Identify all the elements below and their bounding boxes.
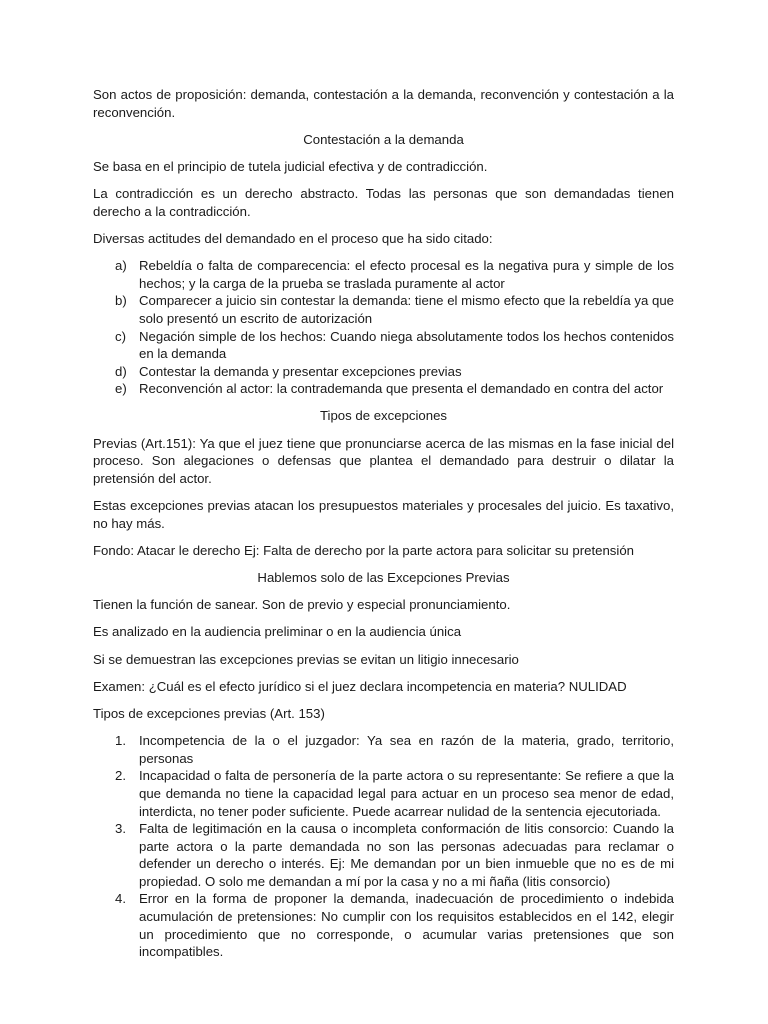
- list-item-text: Contestar la demanda y presentar excepciones previas: [139, 363, 462, 379]
- list-item: [93, 380, 674, 398]
- list-item-text: Negación simple de los hechos: Cuando niega absolutamente todos los hechos contenidos en la demanda: [139, 328, 674, 362]
- list-marker: d): [115, 363, 127, 379]
- list-item: [93, 328, 674, 363]
- list-marker: 1.: [115, 733, 126, 749]
- attitudes-list: [93, 257, 674, 398]
- list-item: [93, 767, 674, 820]
- list-marker: 2.: [115, 768, 126, 784]
- list-marker: b): [115, 293, 127, 309]
- list-item: [93, 292, 674, 327]
- list-item: [93, 732, 674, 767]
- list-item-text: Error en la forma de proponer la demanda, inadecuación de procedimiento o indebida acumulación de pretensiones: No cumplir con los requisitos establecidos en el 142, elegir un procedimiento que no corresponde, o acumular varias pretensiones que son incompatibles.: [139, 891, 674, 960]
- document-page: [93, 86, 674, 970]
- heading-tipos-excepciones: Tipos de excepciones: [319, 408, 448, 424]
- heading-hablemos: Hablemos solo de las Excepciones Previas: [257, 570, 510, 585]
- list-marker: e): [115, 381, 127, 397]
- litigio-paragraph: Si se demuestran las excepciones previas se evitan un litigio innecesario: [93, 651, 519, 667]
- list-marker: 4.: [115, 891, 126, 907]
- funcion-paragraph: Tienen la función de sanear. Son de previo y especial pronunciamiento.: [93, 597, 511, 613]
- list-item: [93, 890, 674, 960]
- intro-paragraph: Son actos de proposición: demanda, contestación a la demanda, reconvención y contestación a la reconvención.: [93, 87, 674, 120]
- examen-paragraph: Examen: ¿Cuál es el efecto jurídico si el juez declara incompetencia en materia? NULIDAD: [93, 678, 627, 694]
- contradiccion-paragraph: La contradicción es un derecho abstracto. Todas las personas que son demandadas tienen derecho a la contradicción.: [93, 186, 674, 219]
- list-marker: 3.: [115, 821, 126, 837]
- tutela-paragraph: Se basa en el principio de tutela judicial efectiva y de contradicción.: [93, 158, 488, 174]
- list-item-text: Rebeldía o falta de comparecencia: el efecto procesal es la negativa pura y simple de los hechos; y la carga de la prueba se traslada puramente al actor: [139, 258, 674, 291]
- tipos-previas-paragraph: Tipos de excepciones previas (Art. 153): [93, 705, 325, 721]
- previas-paragraph: Previas (Art.151): Ya que el juez tiene que pronunciarse acerca de las mismas en la fase inicial del proceso. Son alegaciones o defensas que plantea el demandado para destruir o dilatar la pretensión del actor.: [93, 435, 674, 486]
- list-marker: a): [115, 258, 127, 274]
- list-item: [93, 820, 674, 890]
- list-item-text: Falta de legitimación en la causa o incompleta conformación de litis consorcio: Cuando la parte actora o la parte demandada no son las personas adecuadas para reclamar o defender un derecho o interés. Ej: Me demandan por un bien inmueble que no es de mi propiedad. O solo me demandan a mí por la casa y no a mi ñaña (litis consorcio): [139, 821, 674, 889]
- list-item-text: Incompetencia de la o el juzgador: Ya sea en razón de la materia, grado, territorio, personas: [139, 733, 674, 766]
- list-item-text: Incapacidad o falta de personería de la parte actora o su representante: Se refiere a que la que demanda no tiene la capacidad legal para actuar en un proceso sea menor de edad, interdicta, no tener poder suficiente. Puede acarrear nulidad de la sentencia ejecutoriada.: [139, 768, 674, 819]
- exceptions-list: [93, 732, 674, 961]
- list-item-text: Comparecer a juicio sin contestar la demanda: tiene el mismo efecto que la rebeldía ya que solo presentó un escrito de autorización: [139, 293, 674, 326]
- fondo-paragraph: Fondo: Atacar le derecho Ej: Falta de derecho por la parte actora para solicitar su pretensión: [93, 542, 634, 558]
- list-item-text: Reconvención al actor: la contrademanda que presenta el demandado en contra del actor: [139, 381, 664, 397]
- actitudes-paragraph: Diversas actitudes del demandado en el proceso que ha sido citado:: [93, 230, 493, 246]
- heading-contestacion: Contestación a la demanda: [303, 131, 464, 147]
- analizado-paragraph: Es analizado en la audiencia preliminar o en la audiencia única: [93, 624, 462, 640]
- list-item: [93, 363, 674, 381]
- atacan-paragraph: Estas excepciones previas atacan los presupuestos materiales y procesales del juicio. Es taxativo, no hay más.: [93, 498, 674, 531]
- list-marker: c): [115, 328, 126, 344]
- list-item: [93, 257, 674, 292]
